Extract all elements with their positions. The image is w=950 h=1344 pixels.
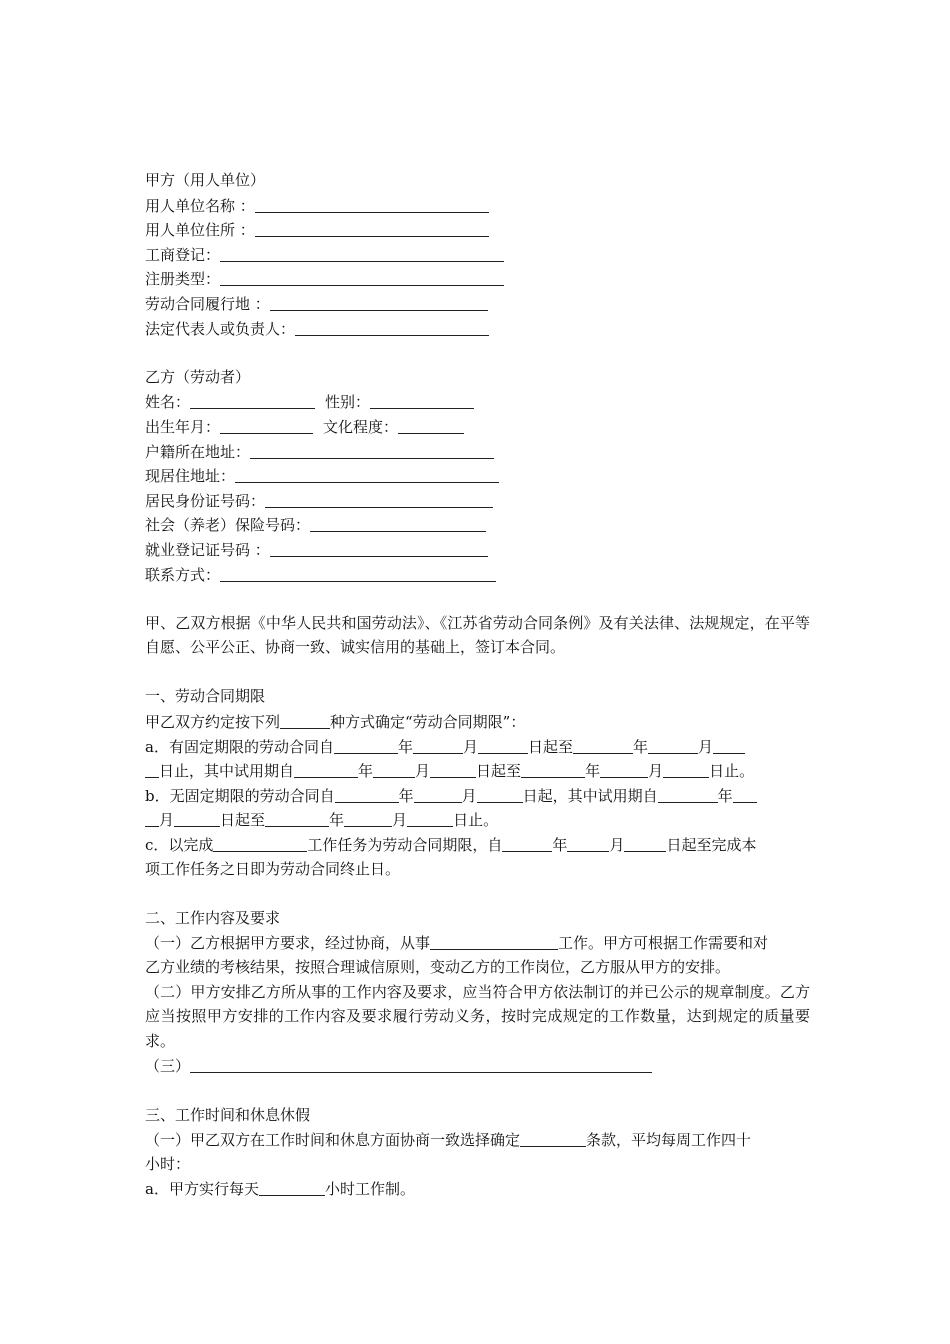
blank[interactable] <box>373 760 415 778</box>
party-b-contact-row: 联系方式： <box>145 562 810 587</box>
party-b-insurance-row: 社会（养老）保险号码： <box>145 512 810 537</box>
section1-c-line2: 项工作任务之日即为劳动合同终止日。 <box>145 859 401 878</box>
section2-p1-line1: （一）乙方根据甲方要求，经过协商，从事 工作。甲方可根据工作需要和对 <box>145 934 769 953</box>
hours-blank[interactable] <box>259 1178 325 1196</box>
party-a-address-blank[interactable] <box>255 219 489 237</box>
section3-p1-line2: 小时： <box>145 1154 191 1173</box>
party-b-birth-blank[interactable] <box>220 416 313 434</box>
blank[interactable] <box>648 736 698 754</box>
section1-line1: 甲乙双方约定按下列 种方式确定“劳动合同期限”： <box>145 713 526 732</box>
clause-blank[interactable] <box>520 1129 586 1147</box>
party-a-rep-row: 法定代表人或负责人： <box>145 316 810 341</box>
party-a-registration-row: 工商登记： <box>145 242 810 267</box>
section1-b-line1: b．无固定期限的劳动合同自 年 月 日起，其中试用期自 年 <box>145 783 810 808</box>
party-a-name-row: 用人单位名称 ： <box>145 193 810 218</box>
party-a-type-row: 注册类型： <box>145 266 810 291</box>
party-a-address-row: 用人单位住所 ： <box>145 217 810 242</box>
party-b-residence-blank[interactable] <box>235 465 499 483</box>
section2-p3: （三） <box>145 1053 810 1078</box>
section2-p2: （二）甲方安排乙方所从事的工作内容及要求，应当符合甲方依法制订的并已公示的规章制度。乙方应当按照甲方安排的工作内容及要求履行劳动义务，按时完成规定的工作数量，达到规定的质量要求。 <box>145 982 810 1050</box>
method-blank[interactable] <box>280 711 330 729</box>
blank[interactable] <box>413 736 463 754</box>
party-b-education-blank[interactable] <box>398 416 464 434</box>
blank[interactable] <box>414 785 462 803</box>
blank[interactable] <box>294 760 358 778</box>
party-b-birth-row: 出生年月： 文化程度： <box>145 414 810 439</box>
party-b-household-blank[interactable] <box>250 441 494 459</box>
party-a-place-row: 劳动合同履行地 ： <box>145 291 810 316</box>
blank[interactable] <box>573 736 633 754</box>
party-b-id-blank[interactable] <box>265 490 493 508</box>
section3-p1-line1: （一）甲乙双方在工作时间和休息方面协商一致选择确定 条款，平均每周工作四十 <box>145 1131 752 1150</box>
blank[interactable] <box>502 834 552 852</box>
section3-a: a．甲方实行每天 小时工作制。 <box>145 1180 415 1199</box>
blank[interactable] <box>624 834 666 852</box>
blank[interactable] <box>174 809 220 827</box>
contract-page <box>145 168 810 1201</box>
blank[interactable] <box>713 736 745 754</box>
blank[interactable] <box>145 760 159 778</box>
item3-blank[interactable] <box>190 1055 652 1073</box>
party-b-gender-blank[interactable] <box>370 391 474 409</box>
party-b-name-blank[interactable] <box>190 391 315 409</box>
party-b-residence-row: 现居住地址： <box>145 463 810 488</box>
party-b-employment-row: 就业登记证号码 ： <box>145 537 810 562</box>
party-a-type-blank[interactable] <box>220 268 504 286</box>
party-b-id-row: 居民身份证号码： <box>145 488 810 513</box>
blank[interactable] <box>430 760 476 778</box>
section1-heading: 一、劳动合同期限 <box>145 687 266 706</box>
section3-heading: 三、工作时间和休息休假 <box>145 1105 311 1124</box>
blank[interactable] <box>477 785 523 803</box>
blank[interactable] <box>478 736 528 754</box>
blank[interactable] <box>407 809 453 827</box>
blank[interactable] <box>334 736 398 754</box>
blank[interactable] <box>344 809 392 827</box>
blank[interactable] <box>733 785 757 803</box>
blank[interactable] <box>265 809 329 827</box>
blank[interactable] <box>521 760 585 778</box>
section2-heading: 二、工作内容及要求 <box>145 908 281 927</box>
section1-b-line2: 月 日起至 年 月 日止。 <box>145 807 810 832</box>
party-b-name-row: 姓名： 性别： <box>145 389 810 414</box>
party-b-household-row: 户籍所在地址： <box>145 439 810 464</box>
blank[interactable] <box>663 760 709 778</box>
party-b-employment-blank[interactable] <box>270 539 488 557</box>
blank[interactable] <box>600 760 648 778</box>
blank[interactable] <box>658 785 718 803</box>
blank[interactable] <box>335 785 399 803</box>
party-a-rep-blank[interactable] <box>295 318 489 336</box>
section1-a-line1: a．有固定期限的劳动合同自 年 月 日起至 年 月 <box>145 734 810 759</box>
section1-a-line2: 日止，其中试用期自 年 月 日起至 年 月 日止。 <box>145 758 810 783</box>
section1-c-line1: c．以完成 工作任务为劳动合同期限，自 年 月 日起至完成本 <box>145 836 757 855</box>
section2-p1-line2: 乙方业绩的考核结果，按照合理诚信原则，变动乙方的工作岗位，乙方服从甲方的安排。 <box>145 958 731 976</box>
blank[interactable] <box>145 809 159 827</box>
party-a-heading: 甲方（用人单位） <box>145 171 266 189</box>
party-b-heading: 乙方（劳动者） <box>145 367 251 386</box>
party-b-insurance-blank[interactable] <box>310 514 486 532</box>
party-a-name-blank[interactable] <box>255 195 489 213</box>
party-a-registration-blank[interactable] <box>220 244 504 262</box>
party-a-place-blank[interactable] <box>270 293 488 311</box>
blank[interactable] <box>567 834 609 852</box>
task-blank[interactable] <box>213 834 307 852</box>
job-blank[interactable] <box>430 932 558 950</box>
party-b-contact-blank[interactable] <box>220 564 496 582</box>
intro-paragraph: 甲、乙双方根据《中华人民共和国劳动法》、《江苏省劳动合同条例》及有关法律、法规规定，在平等自愿、公平公正、协商一致、诚实信用的基础上，签订本合同。 <box>145 613 810 657</box>
